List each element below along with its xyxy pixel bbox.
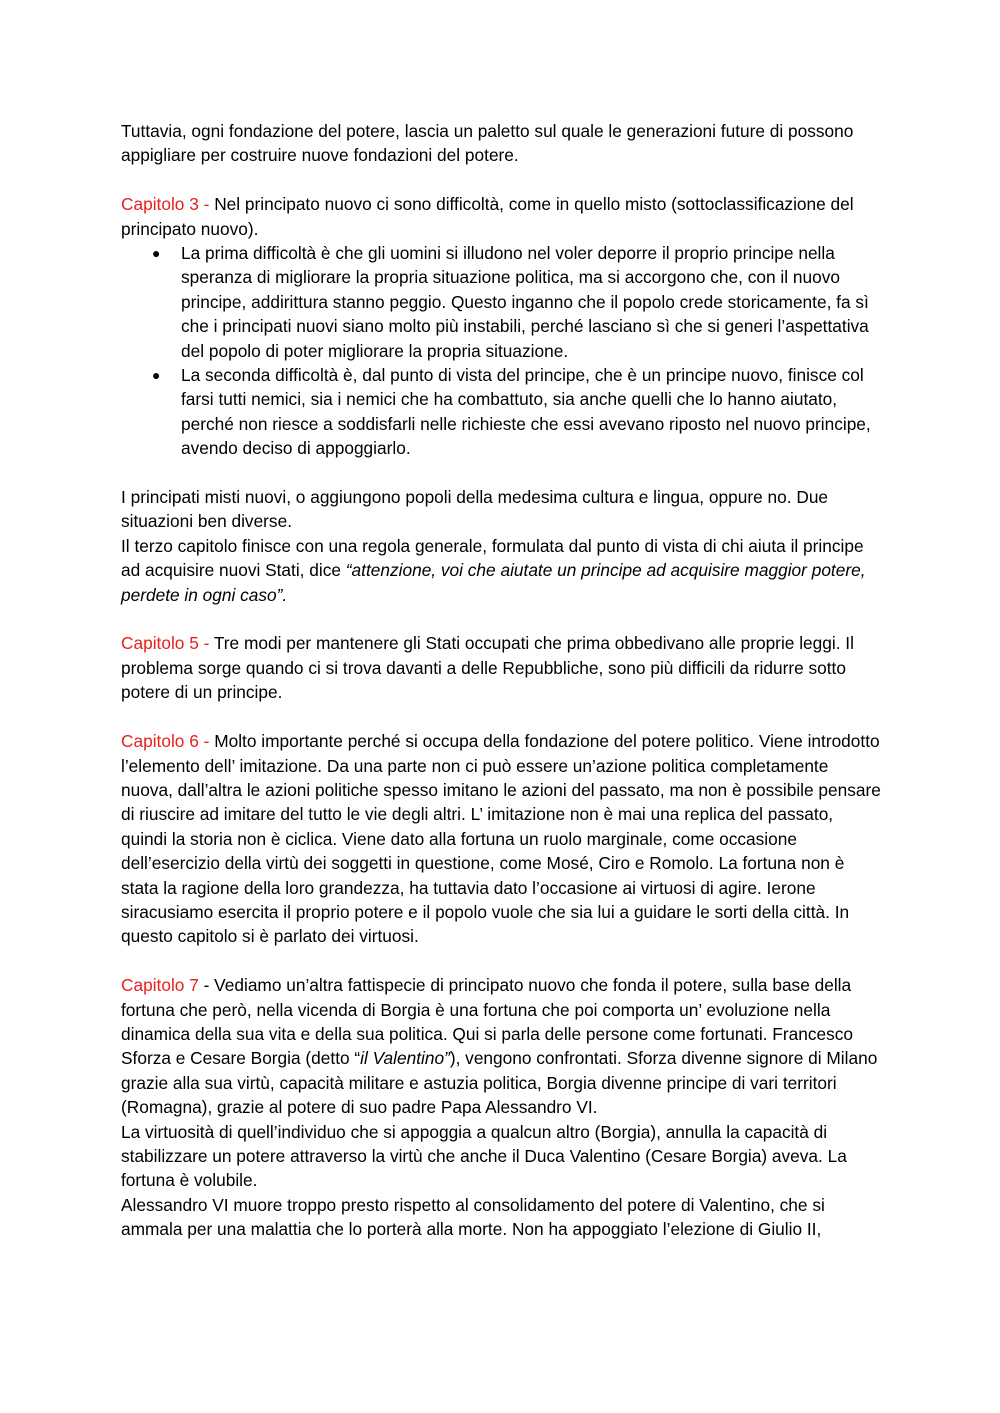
chapter-text-6: Molto importante perché si occupa della fondazione del potere politico. Viene introdotto l’elemento dell’ imitazione. Da una parte non ci può essere un’azione politica completamente nuova, dall’altra le azioni politiche spesso imitano le azioni del passato, ma non è possibile pensare di riuscire ad imitare del tutto le vie degli altri. L’ imitazione non è mai una replica del passato, quindi la storia non è ciclica. Viene dato alla fortuna un ruolo marginale, come occasione dell’esercizio della virtù dei soggetti in questione, come Mosé, Ciro e Romolo. La fortuna non è stata la ragione della loro grandezza, ha tuttavia dato l’occasione ai virtuosi di agire. Ierone siracusiamo esercita il proprio potere e il popolo vuole che sia lui a guidare le sorti della città. In questo capitolo si è parlato dei virtuosi. [121,731,881,947]
chapter-label-3: Capitolo 3 - [121,194,215,215]
paragraph-text: Il terzo capitolo finisce con una regola generale, formulata dal punto di vista di chi aiuta il principe ad acquisire nuovi Stati, dice [121,535,864,581]
paragraph-capitolo-3 [121,192,883,241]
chapter-label-5: Capitolo 5 - [121,633,214,654]
paragraph-capitolo-7 [121,973,883,1119]
list-item-text: La seconda difficoltà è, dal punto di vista del principe, che è un principe nuovo, finisce col farsi tutti nemici, sia i nemici che ha combattuto, sia anche quelli che lo hanno aiutato, perché non riesce a soddisfarli nelle richieste che essi avevano riposto nel nuovo principe, avendo deciso di appoggiarlo. [181,365,871,459]
chapter-text-7-italic: il Valentino” [360,1048,450,1069]
chapter-text-7b: ), vengono confrontati. Sforza divenne signore di Milano grazie alla sua virtù, capacità militare e astuzia politica, Borgia divenne principe di vari territori (Romagna), grazie al potere di suo padre Papa Alessandro VI. [121,1048,878,1118]
list-item-text: La prima difficoltà è che gli uomini si illudono nel voler deporre il proprio principe nella speranza di migliorare la propria situazione politica, ma si accorgono che, con il nuovo principe, addirittura stanno peggio. Questo inganno che il popolo crede storicamente, fa sì che i principati nuovi siano molto più instabili, perché lasciano sì che si generi l’aspettativa del popolo di poter migliorare la propria situazione. [181,243,869,361]
chapter-label-6: Capitolo 6 - [121,731,215,752]
paragraph-principati-misti: I principati misti nuovi, o aggiungono popoli della medesima cultura e lingua, oppure no. Due situazioni ben diverse. [121,487,829,532]
list-item [121,241,883,363]
list-item [121,363,883,461]
paragraph-alessandro-vi: Alessandro VI muore troppo presto rispetto al consolidamento del potere di Valentino, che si ammala per una malattia che lo porterà alla morte. Non ha appoggiato l’elezione di Giulio II, [121,1194,825,1240]
spacer [121,949,883,973]
bullet-list-difficolta [121,241,883,461]
paragraph-terzo-capitolo [121,534,883,607]
quote-text: “attenzione, voi che aiutate un principe ad acquisire maggior potere, perdete in ogni caso”. [121,560,866,605]
spacer [121,607,883,631]
chapter-label-7: Capitolo 7 [121,975,199,996]
paragraph-capitolo-5 [121,631,883,704]
spacer [121,705,883,729]
chapter-text-3: Nel principato nuovo ci sono difficoltà, come in quello misto (sottoclassificazione del principato nuovo). [121,194,854,239]
bullet-icon: ● [152,245,161,262]
paragraph-virtuosita: La virtuosità di quell’individuo che si appoggia a qualcun altro (Borgia), annulla la capacità di stabilizzare un potere attraverso la virtù che anche il Duca Valentino (Cesare Borgia) aveva. La fortuna è volubile. [121,1121,847,1191]
chapter-text-5: Tre modi per mantenere gli Stati occupati che prima obbedivano alle proprie leggi. Il problema sorge quando ci si trova davanti a delle Repubbliche, sono più difficili da ridurre sotto potere di un principe. [121,633,854,703]
paragraph-capitolo-6 [121,729,883,949]
chapter-text-7a: - Vediamo un’altra fattispecie di principato nuovo che fonda il potere, sulla base della fortuna che però, nella vicenda di Borgia è una fortuna che poi comporta un’ evoluzione nella dinamica della sua vita e della sua politica. Qui si parla delle persone come fortunati. Francesco Sforza e Cesare Borgia (detto “ [121,975,853,1069]
spacer [121,168,883,192]
spacer [121,461,883,485]
paragraph-intro: Tuttavia, ogni fondazione del potere, lascia un paletto sul quale le generazioni future di possono appigliare per costruire nuove fondazioni del potere. [121,121,854,166]
document-page [121,119,883,1242]
bullet-icon: ● [152,367,161,384]
